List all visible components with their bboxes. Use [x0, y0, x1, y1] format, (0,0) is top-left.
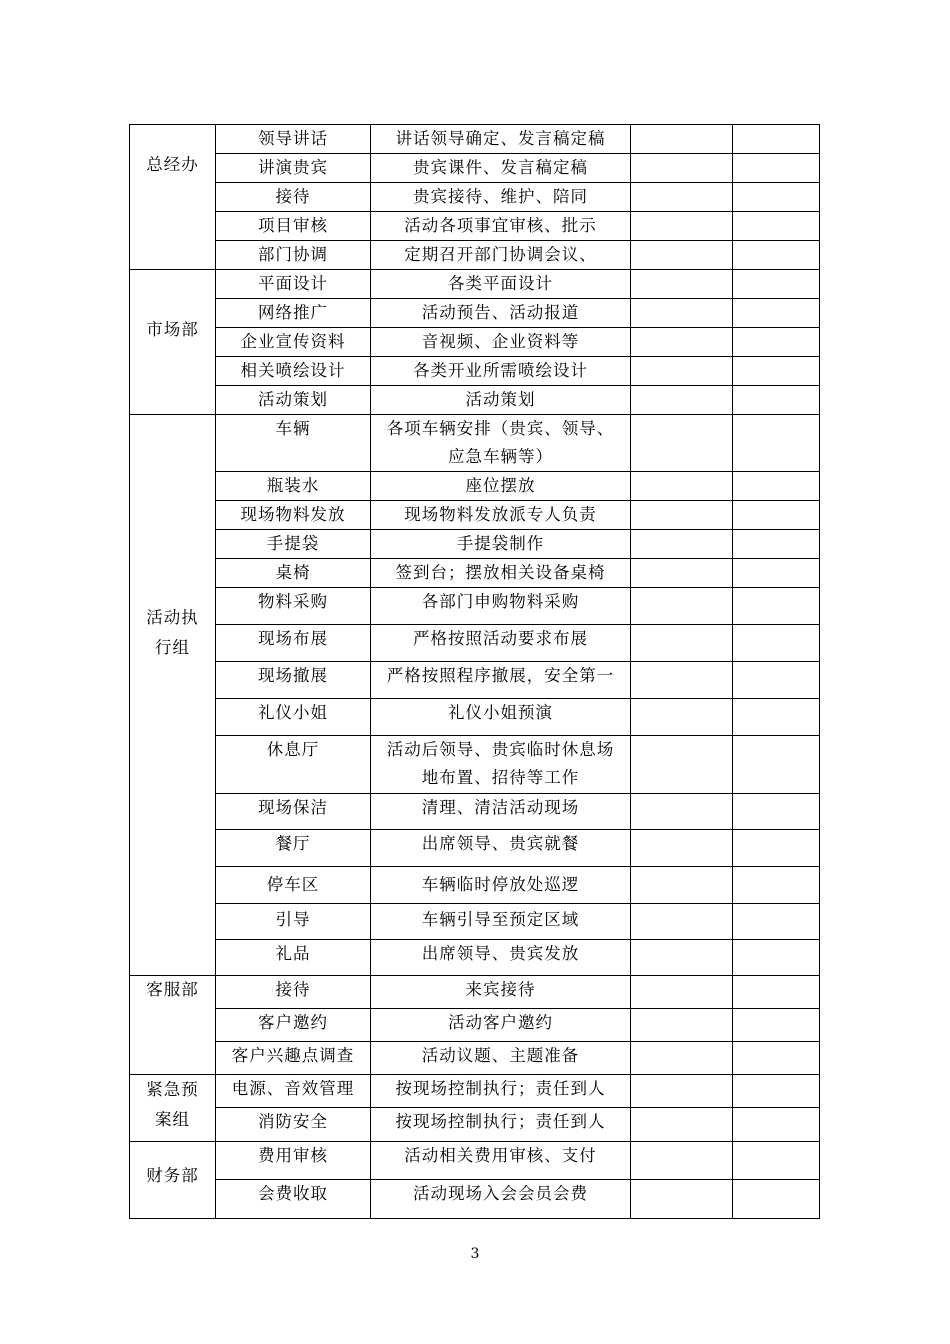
content-cell: 按现场控制执行；责任到人: [371, 1108, 631, 1142]
dept-label: 客服部: [146, 980, 199, 999]
item-cell: 礼仪小姐: [216, 699, 371, 736]
item-cell: 瓶装水: [216, 472, 371, 501]
blank-cell: [631, 588, 733, 625]
table-row: [130, 125, 820, 154]
content-cell: 定期召开部门协调会议、: [371, 241, 631, 270]
table-row: [130, 530, 820, 559]
table-row: [130, 386, 820, 415]
table-row: [130, 940, 820, 976]
blank-cell: [631, 867, 733, 904]
content-cell: 活动各项事宜审核、批示: [371, 212, 631, 241]
table-row: [130, 1075, 820, 1108]
blank-cell: [733, 154, 820, 183]
blank-cell: [733, 357, 820, 386]
item-cell: 平面设计: [216, 270, 371, 299]
blank-cell: [733, 588, 820, 625]
item-cell: 车辆: [216, 415, 371, 472]
table-row: [130, 1108, 820, 1142]
content-cell: 贵宾课件、发言稿定稿: [371, 154, 631, 183]
blank-cell: [733, 1009, 820, 1042]
content-cell: 活动后领导、贵宾临时休息场地布置、招待等工作: [371, 736, 631, 794]
blank-cell: [631, 699, 733, 736]
blank-cell: [631, 625, 733, 662]
blank-cell: [631, 736, 733, 794]
blank-cell: [733, 830, 820, 867]
dept-label: 总经办: [146, 155, 199, 174]
blank-cell: [631, 386, 733, 415]
content-cell: 讲话领导确定、发言稿定稿: [371, 125, 631, 154]
blank-cell: [631, 1009, 733, 1042]
table-row: [130, 154, 820, 183]
page-number: 3: [470, 1246, 480, 1262]
blank-cell: [733, 699, 820, 736]
content-cell: 清理、清洁活动现场: [371, 794, 631, 830]
table-row: [130, 270, 820, 299]
content-cell: 活动策划: [371, 386, 631, 415]
blank-cell: [733, 1042, 820, 1075]
content-cell: 严格按照程序撤展，安全第一: [371, 662, 631, 699]
content-cell: 各项车辆安排（贵宾、领导、应急车辆等）: [371, 415, 631, 472]
content-cell: 手提袋制作: [371, 530, 631, 559]
blank-cell: [631, 415, 733, 472]
blank-cell: [733, 625, 820, 662]
blank-cell: [631, 1108, 733, 1142]
table-row: [130, 830, 820, 867]
content-cell: 各部门申购物料采购: [371, 588, 631, 625]
item-cell: 企业宣传资料: [216, 328, 371, 357]
dept-cell: [130, 976, 216, 1075]
content-cell: 活动现场入会会员会费: [371, 1180, 631, 1219]
item-cell: 手提袋: [216, 530, 371, 559]
blank-cell: [733, 386, 820, 415]
blank-cell: [631, 212, 733, 241]
item-cell: 现场保洁: [216, 794, 371, 830]
blank-cell: [631, 1180, 733, 1219]
item-cell: 领导讲话: [216, 125, 371, 154]
item-cell: 项目审核: [216, 212, 371, 241]
content-cell: 各类平面设计: [371, 270, 631, 299]
blank-cell: [733, 183, 820, 212]
blank-cell: [733, 867, 820, 904]
blank-cell: [631, 125, 733, 154]
content-cell: 车辆临时停放处巡逻: [371, 867, 631, 904]
table-row: [130, 662, 820, 699]
item-cell: 消防安全: [216, 1108, 371, 1142]
blank-cell: [733, 415, 820, 472]
content-cell: 活动议题、主题准备: [371, 1042, 631, 1075]
blank-cell: [631, 270, 733, 299]
table-row: [130, 559, 820, 588]
item-cell: 礼品: [216, 940, 371, 976]
dept-cell: [130, 415, 216, 976]
content-cell: 签到台；摆放相关设备桌椅: [371, 559, 631, 588]
table-row: [130, 472, 820, 501]
dept-label: 市场部: [146, 320, 199, 339]
table-row: [130, 736, 820, 794]
blank-cell: [733, 328, 820, 357]
content-cell: 出席领导、贵宾发放: [371, 940, 631, 976]
blank-cell: [733, 212, 820, 241]
blank-cell: [631, 183, 733, 212]
blank-cell: [733, 976, 820, 1009]
blank-cell: [631, 357, 733, 386]
item-cell: 活动策划: [216, 386, 371, 415]
item-cell: 部门协调: [216, 241, 371, 270]
item-cell: 休息厅: [216, 736, 371, 794]
item-cell: 现场物料发放: [216, 501, 371, 530]
task-table: [129, 124, 820, 1219]
dept-label: 活动执行组: [146, 608, 199, 657]
blank-cell: [733, 1075, 820, 1108]
blank-cell: [733, 270, 820, 299]
item-cell: 客户兴趣点调查: [216, 1042, 371, 1075]
blank-cell: [631, 154, 733, 183]
blank-cell: [733, 662, 820, 699]
item-cell: 停车区: [216, 867, 371, 904]
dept-cell: [130, 125, 216, 270]
content-cell: 活动客户邀约: [371, 1009, 631, 1042]
table-row: [130, 1042, 820, 1075]
content-cell: 出席领导、贵宾就餐: [371, 830, 631, 867]
table-row: [130, 699, 820, 736]
blank-cell: [631, 1142, 733, 1180]
dept-cell: [130, 1075, 216, 1142]
item-cell: 会费收取: [216, 1180, 371, 1219]
dept-cell: [130, 1142, 216, 1219]
content-cell: 现场物料发放派专人负责: [371, 501, 631, 530]
item-cell: 客户邀约: [216, 1009, 371, 1042]
blank-cell: [733, 1180, 820, 1219]
table-row: [130, 501, 820, 530]
blank-cell: [631, 472, 733, 501]
content-cell: 按现场控制执行；责任到人: [371, 1075, 631, 1108]
table-row: [130, 1009, 820, 1042]
table-row: [130, 183, 820, 212]
table-row: [130, 241, 820, 270]
content-cell: 活动预告、活动报道: [371, 299, 631, 328]
table-row: [130, 794, 820, 830]
blank-cell: [631, 501, 733, 530]
blank-cell: [631, 830, 733, 867]
item-cell: 相关喷绘设计: [216, 357, 371, 386]
blank-cell: [733, 472, 820, 501]
table-row: [130, 357, 820, 386]
item-cell: 接待: [216, 183, 371, 212]
content-cell: 座位摆放: [371, 472, 631, 501]
content-cell: 严格按照活动要求布展: [371, 625, 631, 662]
table-row: [130, 415, 820, 472]
table-row: [130, 328, 820, 357]
blank-cell: [631, 530, 733, 559]
table-row: [130, 625, 820, 662]
dept-label: 财务部: [146, 1166, 199, 1185]
table-row: [130, 588, 820, 625]
blank-cell: [631, 1042, 733, 1075]
content-cell: 活动相关费用审核、支付: [371, 1142, 631, 1180]
content-cell: 车辆引导至预定区域: [371, 904, 631, 940]
blank-cell: [733, 940, 820, 976]
content-cell: 礼仪小姐预演: [371, 699, 631, 736]
item-cell: 网络推广: [216, 299, 371, 328]
blank-cell: [733, 559, 820, 588]
dept-cell: [130, 270, 216, 415]
item-cell: 接待: [216, 976, 371, 1009]
content-cell: 来宾接待: [371, 976, 631, 1009]
blank-cell: [733, 1142, 820, 1180]
table-row: [130, 904, 820, 940]
table-row: [130, 299, 820, 328]
blank-cell: [631, 662, 733, 699]
blank-cell: [733, 530, 820, 559]
content-cell: 贵宾接待、维护、陪同: [371, 183, 631, 212]
blank-cell: [631, 940, 733, 976]
item-cell: 餐厅: [216, 830, 371, 867]
blank-cell: [631, 976, 733, 1009]
content-cell: 音视频、企业资料等: [371, 328, 631, 357]
blank-cell: [631, 1075, 733, 1108]
blank-cell: [733, 125, 820, 154]
table-row: [130, 976, 820, 1009]
item-cell: 现场撤展: [216, 662, 371, 699]
blank-cell: [631, 559, 733, 588]
table-row: [130, 1180, 820, 1219]
blank-cell: [631, 299, 733, 328]
item-cell: 现场布展: [216, 625, 371, 662]
item-cell: 桌椅: [216, 559, 371, 588]
blank-cell: [631, 904, 733, 940]
blank-cell: [733, 794, 820, 830]
blank-cell: [631, 794, 733, 830]
blank-cell: [631, 328, 733, 357]
item-cell: 讲演贵宾: [216, 154, 371, 183]
item-cell: 物料采购: [216, 588, 371, 625]
blank-cell: [733, 1108, 820, 1142]
table-row: [130, 212, 820, 241]
blank-cell: [733, 241, 820, 270]
item-cell: 引导: [216, 904, 371, 940]
blank-cell: [733, 736, 820, 794]
item-cell: 费用审核: [216, 1142, 371, 1180]
blank-cell: [733, 299, 820, 328]
content-cell: 各类开业所需喷绘设计: [371, 357, 631, 386]
blank-cell: [733, 904, 820, 940]
item-cell: 电源、音效管理: [216, 1075, 371, 1108]
blank-cell: [733, 501, 820, 530]
table-row: [130, 867, 820, 904]
blank-cell: [631, 241, 733, 270]
table-row: [130, 1142, 820, 1180]
dept-label: 紧急预案组: [146, 1080, 199, 1129]
